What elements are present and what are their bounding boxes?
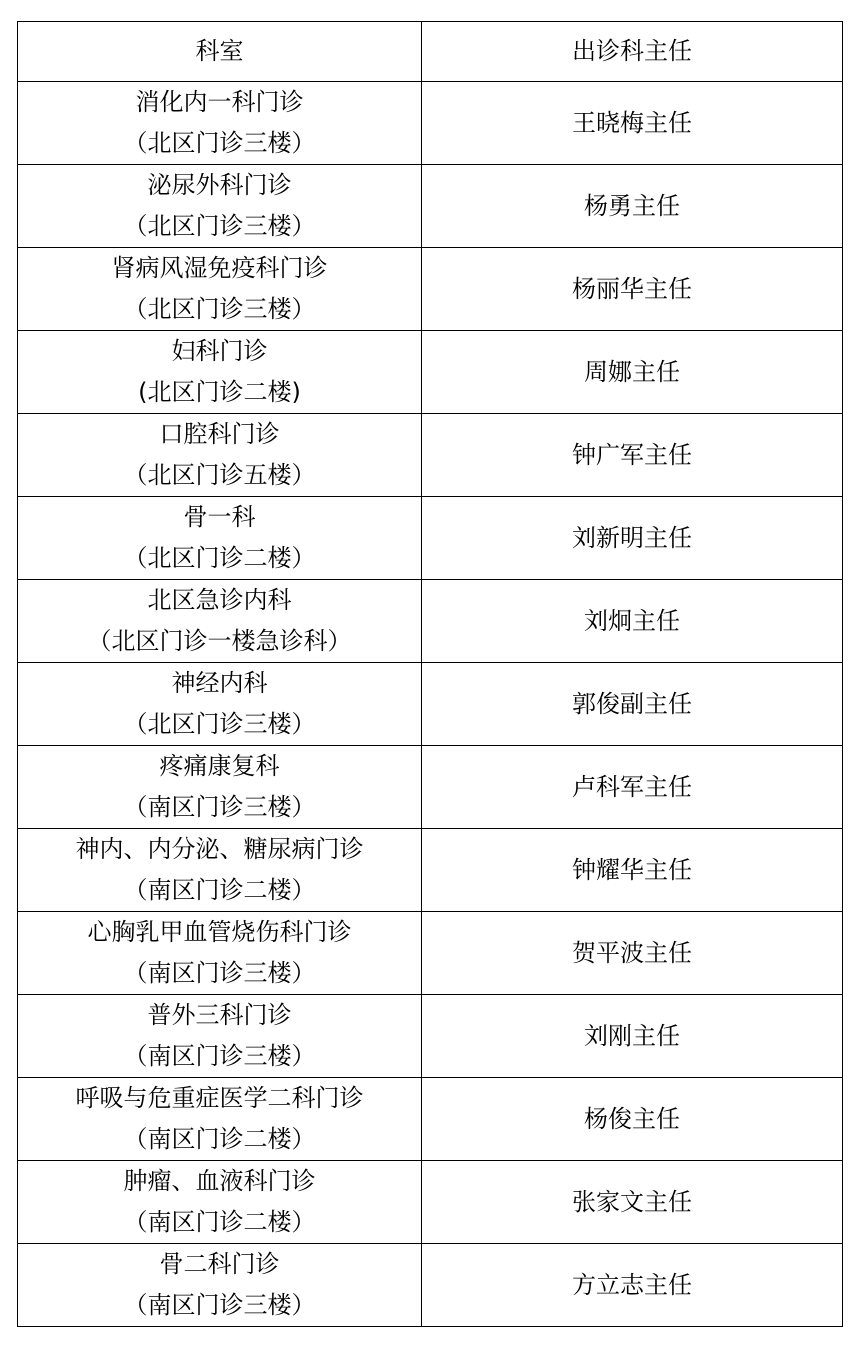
doctor-cell: 杨勇主任 bbox=[422, 165, 843, 248]
department-name: 北区急诊内科 bbox=[147, 586, 292, 614]
department-location: （南区门诊二楼） bbox=[123, 876, 316, 904]
department-location: （南区门诊三楼） bbox=[123, 1042, 316, 1070]
table-row bbox=[18, 580, 843, 663]
department-location: （南区门诊三楼） bbox=[123, 959, 316, 987]
table-row bbox=[18, 829, 843, 912]
department-cell bbox=[18, 580, 422, 663]
department-cell bbox=[18, 995, 422, 1078]
department-location: （北区门诊一楼急诊科） bbox=[87, 627, 352, 655]
department-cell bbox=[18, 746, 422, 829]
department-location: （北区门诊二楼） bbox=[123, 544, 316, 572]
department-cell bbox=[18, 248, 422, 331]
department-location: （北区门诊三楼） bbox=[123, 129, 316, 157]
department-name: 骨二科门诊 bbox=[159, 1250, 280, 1278]
department-location: （南区门诊二楼） bbox=[123, 1208, 316, 1236]
department-name: 泌尿外科门诊 bbox=[147, 171, 292, 199]
department-name: 疼痛康复科 bbox=[159, 752, 280, 780]
department-cell bbox=[18, 497, 422, 580]
doctor-cell: 钟耀华主任 bbox=[422, 829, 843, 912]
doctor-cell: 王晓梅主任 bbox=[422, 82, 843, 165]
table-row bbox=[18, 82, 843, 165]
table-header bbox=[18, 22, 843, 82]
department-location: （北区门诊三楼） bbox=[123, 295, 316, 323]
header-department: 科室 bbox=[18, 22, 422, 82]
doctor-cell: 钟广军主任 bbox=[422, 414, 843, 497]
doctor-cell: 方立志主任 bbox=[422, 1244, 843, 1327]
department-location: （南区门诊二楼） bbox=[123, 1125, 316, 1153]
table-row bbox=[18, 248, 843, 331]
table-row bbox=[18, 912, 843, 995]
table-row bbox=[18, 1244, 843, 1327]
department-name: 肾病风湿免疫科门诊 bbox=[111, 254, 328, 282]
header-doctor: 出诊科主任 bbox=[422, 22, 843, 82]
doctor-cell: 刘新明主任 bbox=[422, 497, 843, 580]
doctor-cell: 郭俊副主任 bbox=[422, 663, 843, 746]
department-cell bbox=[18, 1078, 422, 1161]
department-location: （北区门诊三楼） bbox=[123, 212, 316, 240]
department-cell bbox=[18, 829, 422, 912]
table-row bbox=[18, 331, 843, 414]
department-name: 肿瘤、血液科门诊 bbox=[123, 1167, 316, 1195]
department-location: （南区门诊三楼） bbox=[123, 1291, 316, 1319]
table-row bbox=[18, 663, 843, 746]
table-row bbox=[18, 497, 843, 580]
department-name: 骨一科 bbox=[183, 503, 256, 531]
department-name: 呼吸与危重症医学二科门诊 bbox=[75, 1084, 364, 1112]
department-cell bbox=[18, 1244, 422, 1327]
doctor-cell: 周娜主任 bbox=[422, 331, 843, 414]
department-location: （北区门诊五楼） bbox=[123, 461, 316, 489]
department-name: 妇科门诊 bbox=[171, 337, 268, 365]
department-cell bbox=[18, 165, 422, 248]
doctor-schedule-table bbox=[17, 21, 843, 1327]
department-location: (北区门诊二楼) bbox=[138, 378, 301, 406]
doctor-cell: 贺平波主任 bbox=[422, 912, 843, 995]
doctor-cell: 卢科军主任 bbox=[422, 746, 843, 829]
department-name: 口腔科门诊 bbox=[159, 420, 280, 448]
table-row bbox=[18, 414, 843, 497]
table-row bbox=[18, 1161, 843, 1244]
doctor-cell: 刘刚主任 bbox=[422, 995, 843, 1078]
department-name: 心胸乳甲血管烧伤科门诊 bbox=[87, 918, 352, 946]
department-cell bbox=[18, 912, 422, 995]
doctor-cell: 刘炯主任 bbox=[422, 580, 843, 663]
department-name: 神内、内分泌、糖尿病门诊 bbox=[75, 835, 364, 863]
department-cell bbox=[18, 1161, 422, 1244]
department-cell bbox=[18, 331, 422, 414]
department-location: （南区门诊三楼） bbox=[123, 793, 316, 821]
department-name: 消化内一科门诊 bbox=[135, 88, 304, 116]
doctor-cell: 杨俊主任 bbox=[422, 1078, 843, 1161]
table-row bbox=[18, 995, 843, 1078]
doctor-cell: 杨丽华主任 bbox=[422, 248, 843, 331]
department-cell bbox=[18, 414, 422, 497]
doctor-cell: 张家文主任 bbox=[422, 1161, 843, 1244]
table-body bbox=[18, 82, 843, 1327]
department-name: 普外三科门诊 bbox=[147, 1001, 292, 1029]
department-cell bbox=[18, 663, 422, 746]
department-cell bbox=[18, 82, 422, 165]
department-name: 神经内科 bbox=[171, 669, 268, 697]
header-row bbox=[18, 22, 843, 82]
table-row bbox=[18, 165, 843, 248]
table-row bbox=[18, 746, 843, 829]
table-row bbox=[18, 1078, 843, 1161]
department-location: （北区门诊三楼） bbox=[123, 710, 316, 738]
